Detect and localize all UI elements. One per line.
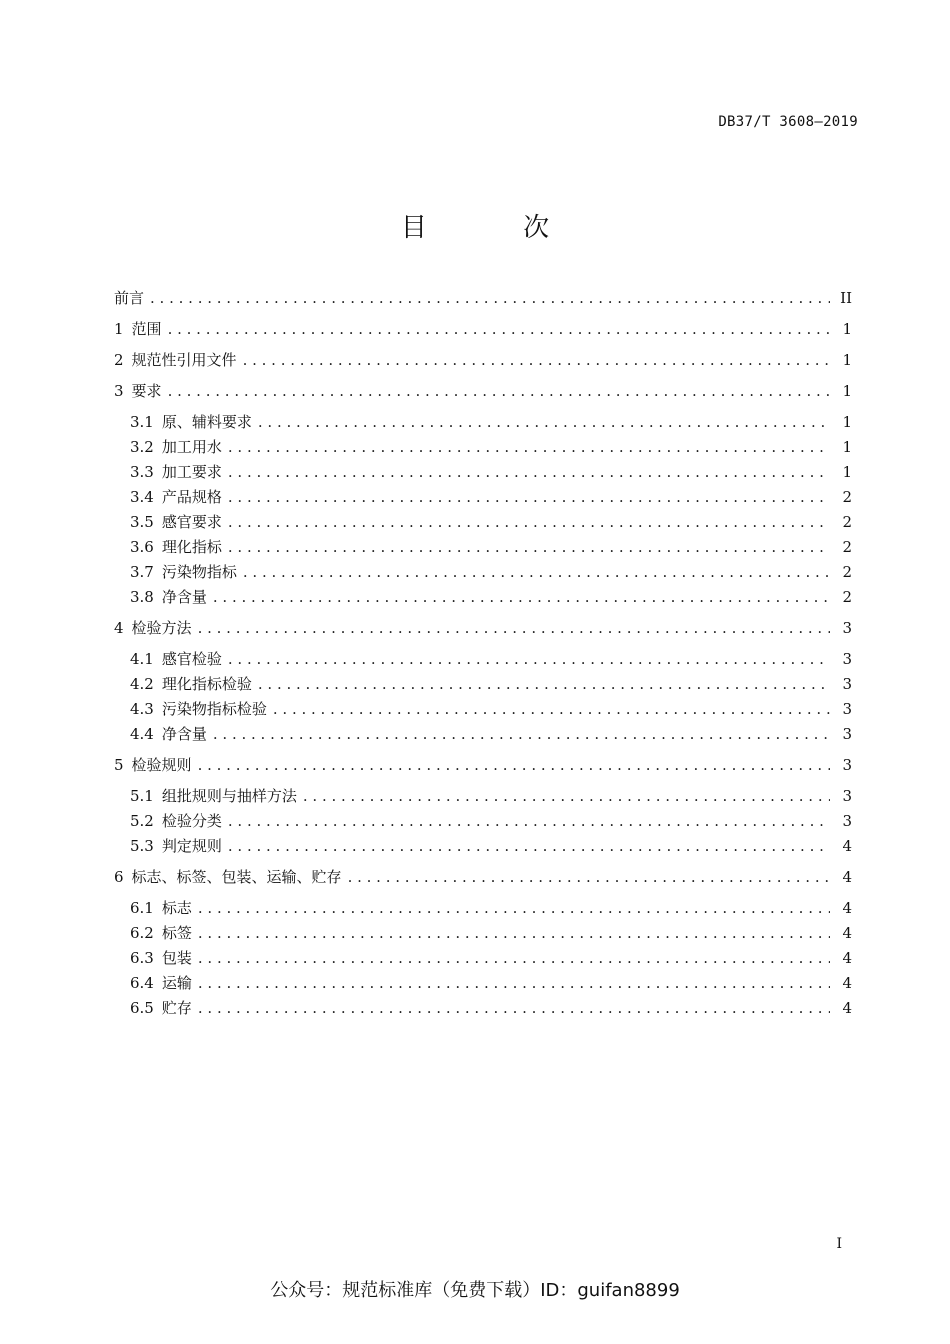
toc-leader-dots (258, 410, 830, 435)
toc-entry-page: 4 (842, 868, 852, 886)
toc-entry-number: 3.1 (130, 413, 154, 431)
toc-entry-page: 4 (842, 924, 852, 942)
toc-entry[interactable] (114, 560, 852, 585)
toc-entry[interactable] (114, 996, 852, 1021)
toc-entry-label: 感官要求 (161, 513, 222, 531)
toc-entry-page: 3 (842, 619, 852, 637)
toc-entry-page: 2 (842, 563, 852, 581)
toc-leader-dots (198, 896, 830, 921)
toc-entry-label: 贮存 (161, 999, 192, 1017)
toc-entry-number: 3.6 (130, 538, 154, 556)
toc-entry-number: 5.1 (130, 787, 154, 805)
toc-entry[interactable] (114, 722, 852, 753)
toc-entry-page: 3 (842, 787, 852, 805)
toc-leader-dots (168, 317, 830, 342)
toc-entry-page: 4 (842, 837, 852, 855)
toc-leader-dots (198, 616, 830, 641)
toc-entry[interactable] (114, 865, 852, 896)
toc-entry-number: 3.7 (130, 563, 154, 581)
toc-entry-number: 5.3 (130, 837, 154, 855)
toc-entry-page: 3 (842, 650, 852, 668)
toc-entry-page: 1 (842, 438, 852, 456)
toc-entry[interactable] (114, 616, 852, 647)
table-of-contents (114, 286, 852, 1021)
toc-entry[interactable] (114, 921, 852, 946)
toc-entry[interactable] (114, 379, 852, 410)
toc-entry-number: 1 (114, 320, 124, 338)
toc-entry-label: 检验分类 (161, 812, 222, 830)
toc-entry-label: 标志 (161, 899, 192, 917)
toc-entry[interactable] (114, 460, 852, 485)
footer-watermark-text: 公众号：规范标准库（免费下载）ID：guifan8899 (270, 1280, 680, 1301)
toc-entry-label: 检验规则 (131, 756, 192, 774)
toc-entry-number: 4.1 (130, 650, 154, 668)
toc-entry-label: 组批规则与抽样方法 (161, 787, 297, 805)
toc-entry-page: 2 (842, 513, 852, 531)
toc-entry[interactable] (114, 510, 852, 535)
toc-entry-label: 判定规则 (161, 837, 222, 855)
toc-leader-dots (168, 379, 830, 404)
toc-leader-dots (198, 946, 830, 971)
toc-leader-dots (228, 435, 830, 460)
toc-entry-number: 6.4 (130, 974, 154, 992)
toc-entry-number: 4 (114, 619, 124, 637)
toc-leader-dots (213, 722, 830, 747)
toc-entry-number: 4.4 (130, 725, 154, 743)
toc-entry[interactable] (114, 535, 852, 560)
document-code: DB37/T 3608—2019 (718, 114, 858, 130)
toc-leader-dots (198, 971, 830, 996)
toc-entry-number: 5.2 (130, 812, 154, 830)
toc-entry-page: 4 (842, 949, 852, 967)
toc-entry[interactable] (114, 784, 852, 809)
toc-entry[interactable] (114, 946, 852, 971)
toc-leader-dots (228, 809, 830, 834)
toc-entry-page: 3 (842, 812, 852, 830)
toc-entry-label: 原、辅料要求 (161, 413, 252, 431)
toc-entry[interactable] (114, 485, 852, 510)
toc-entry-page: 3 (842, 756, 852, 774)
toc-entry[interactable] (114, 348, 852, 379)
toc-entry[interactable] (114, 435, 852, 460)
toc-leader-dots (273, 697, 830, 722)
toc-leader-dots (228, 834, 830, 859)
toc-entry-number: 6.3 (130, 949, 154, 967)
toc-entry[interactable] (114, 410, 852, 435)
toc-leader-dots (198, 996, 830, 1021)
toc-entry-label: 加工用水 (161, 438, 222, 456)
toc-entry-number: 4.3 (130, 700, 154, 718)
toc-entry-page: 3 (842, 700, 852, 718)
toc-entry-page: 3 (842, 725, 852, 743)
toc-entry-label: 标志、标签、包装、运输、贮存 (131, 868, 342, 886)
toc-leader-dots (243, 348, 830, 373)
toc-leader-dots (303, 784, 830, 809)
toc-entry[interactable] (114, 585, 852, 616)
toc-entry-page: 4 (842, 899, 852, 917)
toc-entry-page: 1 (842, 463, 852, 481)
toc-entry-number: 4.2 (130, 675, 154, 693)
toc-entry-label: 污染物指标检验 (161, 700, 267, 718)
page-number: I (836, 1236, 842, 1252)
toc-entry-label: 检验方法 (131, 619, 192, 637)
toc-entry-number: 3.3 (130, 463, 154, 481)
toc-entry-page: 3 (842, 675, 852, 693)
toc-entry-page: 2 (842, 538, 852, 556)
toc-title: 目 次 (400, 213, 594, 243)
toc-entry-label: 理化指标检验 (161, 675, 252, 693)
toc-entry-label: 要求 (131, 382, 162, 400)
toc-leader-dots (228, 647, 830, 672)
toc-entry-label: 产品规格 (161, 488, 222, 506)
toc-entry[interactable] (114, 317, 852, 348)
toc-entry-number: 3.2 (130, 438, 154, 456)
toc-leader-dots (228, 510, 830, 535)
toc-entry[interactable] (114, 896, 852, 921)
toc-entry[interactable] (114, 971, 852, 996)
toc-entry-page: 4 (842, 999, 852, 1017)
toc-leader-dots (243, 560, 830, 585)
toc-entry-label: 包装 (161, 949, 192, 967)
toc-entry-page: 1 (842, 382, 852, 400)
toc-entry-page: 2 (842, 488, 852, 506)
toc-leader-dots (198, 921, 830, 946)
toc-entry-page: 2 (842, 588, 852, 606)
toc-entry[interactable] (114, 286, 852, 317)
toc-entry[interactable] (114, 697, 852, 722)
toc-entry-number: 6 (114, 868, 124, 886)
toc-leader-dots (228, 535, 830, 560)
toc-entry-label: 净含量 (161, 588, 207, 606)
toc-entry-number: 3.5 (130, 513, 154, 531)
toc-entry-number: 6.5 (130, 999, 154, 1017)
toc-entry-label: 感官检验 (161, 650, 222, 668)
toc-leader-dots (228, 485, 830, 510)
toc-entry[interactable] (114, 672, 852, 697)
toc-leader-dots (258, 672, 830, 697)
toc-entry-page: 1 (842, 413, 852, 431)
toc-entry[interactable] (114, 834, 852, 865)
toc-entry-page: 1 (842, 320, 852, 338)
toc-entry-label: 运输 (161, 974, 192, 992)
toc-leader-dots (213, 585, 830, 610)
toc-entry-label: 理化指标 (161, 538, 222, 556)
toc-entry[interactable] (114, 809, 852, 834)
toc-leader-dots (198, 753, 830, 778)
toc-entry-label: 净含量 (161, 725, 207, 743)
toc-entry-label: 前言 (114, 289, 145, 307)
toc-entry-label: 污染物指标 (161, 563, 237, 581)
toc-entry-number: 6.2 (130, 924, 154, 942)
toc-entry-label: 范围 (131, 320, 162, 338)
toc-entry-label: 规范性引用文件 (131, 351, 237, 369)
toc-entry-label: 加工要求 (161, 463, 222, 481)
toc-entry-number: 5 (114, 756, 124, 774)
toc-entry[interactable] (114, 647, 852, 672)
toc-leader-dots (228, 460, 830, 485)
toc-leader-dots (150, 286, 830, 311)
toc-entry-page: 1 (842, 351, 852, 369)
toc-entry-page: 4 (842, 974, 852, 992)
toc-entry-number: 2 (114, 351, 124, 369)
toc-entry[interactable] (114, 753, 852, 784)
toc-entry-label: 标签 (161, 924, 192, 942)
toc-entry-number: 3 (114, 382, 124, 400)
toc-entry-number: 6.1 (130, 899, 154, 917)
toc-entry-page: II (840, 289, 852, 307)
toc-entry-number: 3.4 (130, 488, 154, 506)
toc-entry-number: 3.8 (130, 588, 154, 606)
toc-leader-dots (348, 865, 830, 890)
